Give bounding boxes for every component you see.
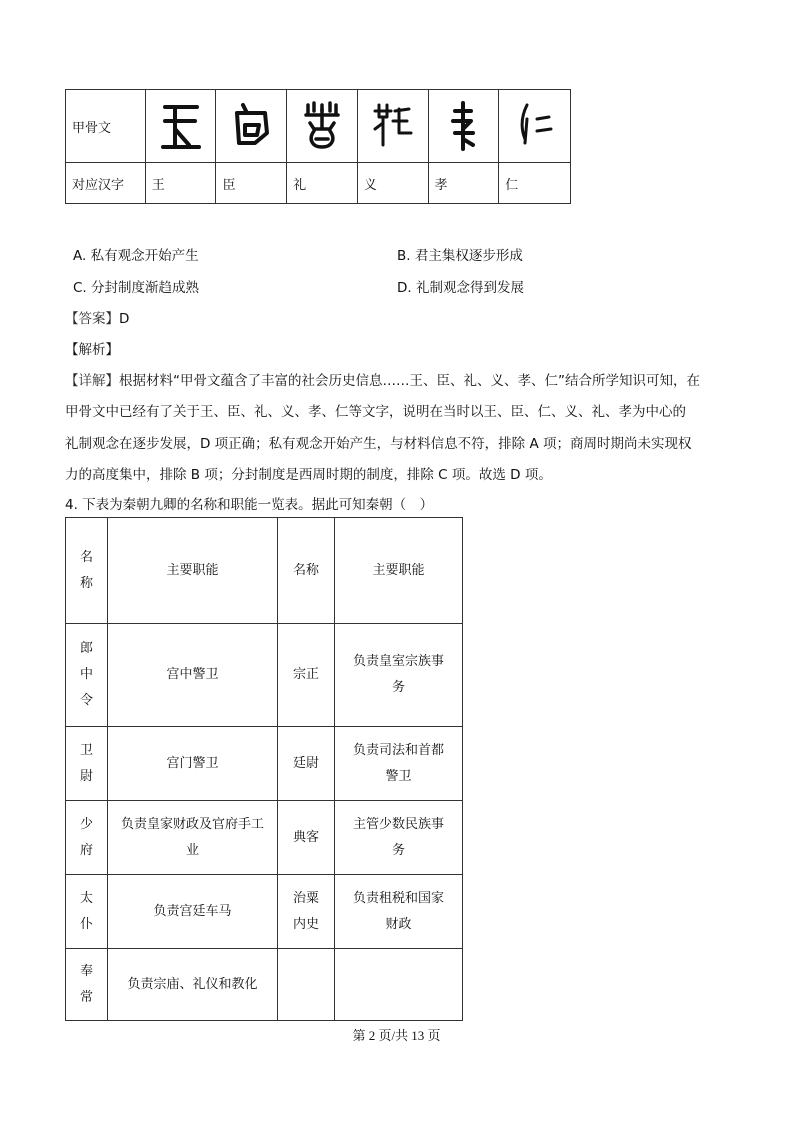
header-name-2: 名称 — [278, 518, 335, 624]
detail-tag: 【详解】 — [65, 373, 119, 389]
detail-line-1: 【详解】根据材料“甲骨文蕴含了丰富的社会历史信息……王、臣、礼、义、孝、仁”结合所学知识可知，在 — [65, 373, 700, 389]
char-cell: 礼 — [287, 163, 358, 204]
oracle-bone-table — [65, 89, 571, 204]
ren-glyph — [499, 90, 571, 163]
table-header-row — [66, 518, 463, 624]
minister-duty-2 — [335, 949, 463, 1021]
char-cell: 臣 — [216, 163, 287, 204]
minister-duty: 宫门警卫 — [108, 727, 278, 801]
minister-duty: 宫中警卫 — [108, 624, 278, 727]
minister-name: 奉常 — [79, 963, 93, 1005]
question-4: 4. 下表为秦朝九卿的名称和职能一览表。据此可知秦朝（ ） — [65, 497, 434, 513]
table-row — [66, 949, 463, 1021]
xiao-glyph — [428, 90, 499, 163]
minister-duty-2: 主管少数民族事务 — [352, 816, 444, 858]
chen-glyph — [216, 90, 287, 163]
char-cell: 孝 — [428, 163, 499, 204]
char-cell: 王 — [145, 163, 216, 204]
answer-tag: 【答案】 — [65, 311, 119, 327]
minister-duty-2: 负责司法和首都警卫 — [352, 742, 444, 784]
header-duty-2: 主要职能 — [335, 518, 463, 624]
answer-value: D — [119, 311, 130, 327]
option-b: B. 君主集权逐步形成 — [397, 248, 523, 264]
minister-name-2: 宗正 — [278, 624, 335, 727]
minister-duty: 负责宫廷车马 — [108, 875, 278, 949]
table-row — [66, 801, 463, 875]
char-cell: 义 — [357, 163, 428, 204]
analysis-tag: 【解析】 — [65, 342, 119, 358]
minister-duty: 负责宗庙、礼仪和教化 — [108, 949, 278, 1021]
yi-glyph — [357, 90, 428, 163]
minister-duty-2: 负责租税和国家财政 — [352, 890, 444, 932]
minister-name-2: 廷尉 — [278, 727, 335, 801]
minister-name: 郎中令 — [79, 641, 93, 708]
minister-duty-2: 负责皇室宗族事务 — [352, 654, 444, 695]
option-c: C. 分封制度渐趋成熟 — [73, 280, 200, 296]
table-row — [66, 727, 463, 801]
minister-name-2: 典客 — [278, 801, 335, 875]
nine-ministers-table — [65, 517, 463, 1021]
li-glyph — [287, 90, 358, 163]
answer-line — [65, 307, 129, 327]
header-duty: 主要职能 — [108, 518, 278, 624]
minister-name: 少府 — [79, 816, 93, 858]
minister-name-2 — [278, 949, 335, 1021]
option-a: A. 私有观念开始产生 — [73, 248, 199, 264]
oracle-row-label: 甲骨文 — [66, 90, 146, 163]
minister-name-2: 治粟内史 — [292, 890, 319, 932]
detail-line-3: 礼制观念在逐步发展，D 项正确；私有观念开始产生，与材料信息不符，排除 A 项；商周时期尚未实现权 — [65, 436, 692, 452]
char-row-label: 对应汉字 — [66, 163, 146, 204]
detail-line-2: 甲骨文中已经有了关于王、臣、礼、义、孝、仁等文字，说明在当时以王、臣、仁、义、礼、孝为中心的 — [65, 404, 686, 420]
minister-duty: 负责皇家财政及官府手工业 — [120, 816, 264, 858]
detail-line-4: 力的高度集中，排除 B 项；分封制度是西周时期的制度，排除 C 项。故选 D 项。 — [65, 467, 552, 483]
header-name: 名称 — [79, 549, 93, 591]
char-cell: 仁 — [499, 163, 571, 204]
minister-name: 卫尉 — [79, 742, 93, 784]
minister-name: 太仆 — [79, 890, 93, 932]
table-row — [66, 624, 463, 727]
table-row — [66, 875, 463, 949]
wang-glyph — [145, 90, 216, 163]
page-footer: 第 2 页/共 13 页 — [352, 1028, 441, 1043]
option-d: D. 礼制观念得到发展 — [397, 280, 524, 296]
